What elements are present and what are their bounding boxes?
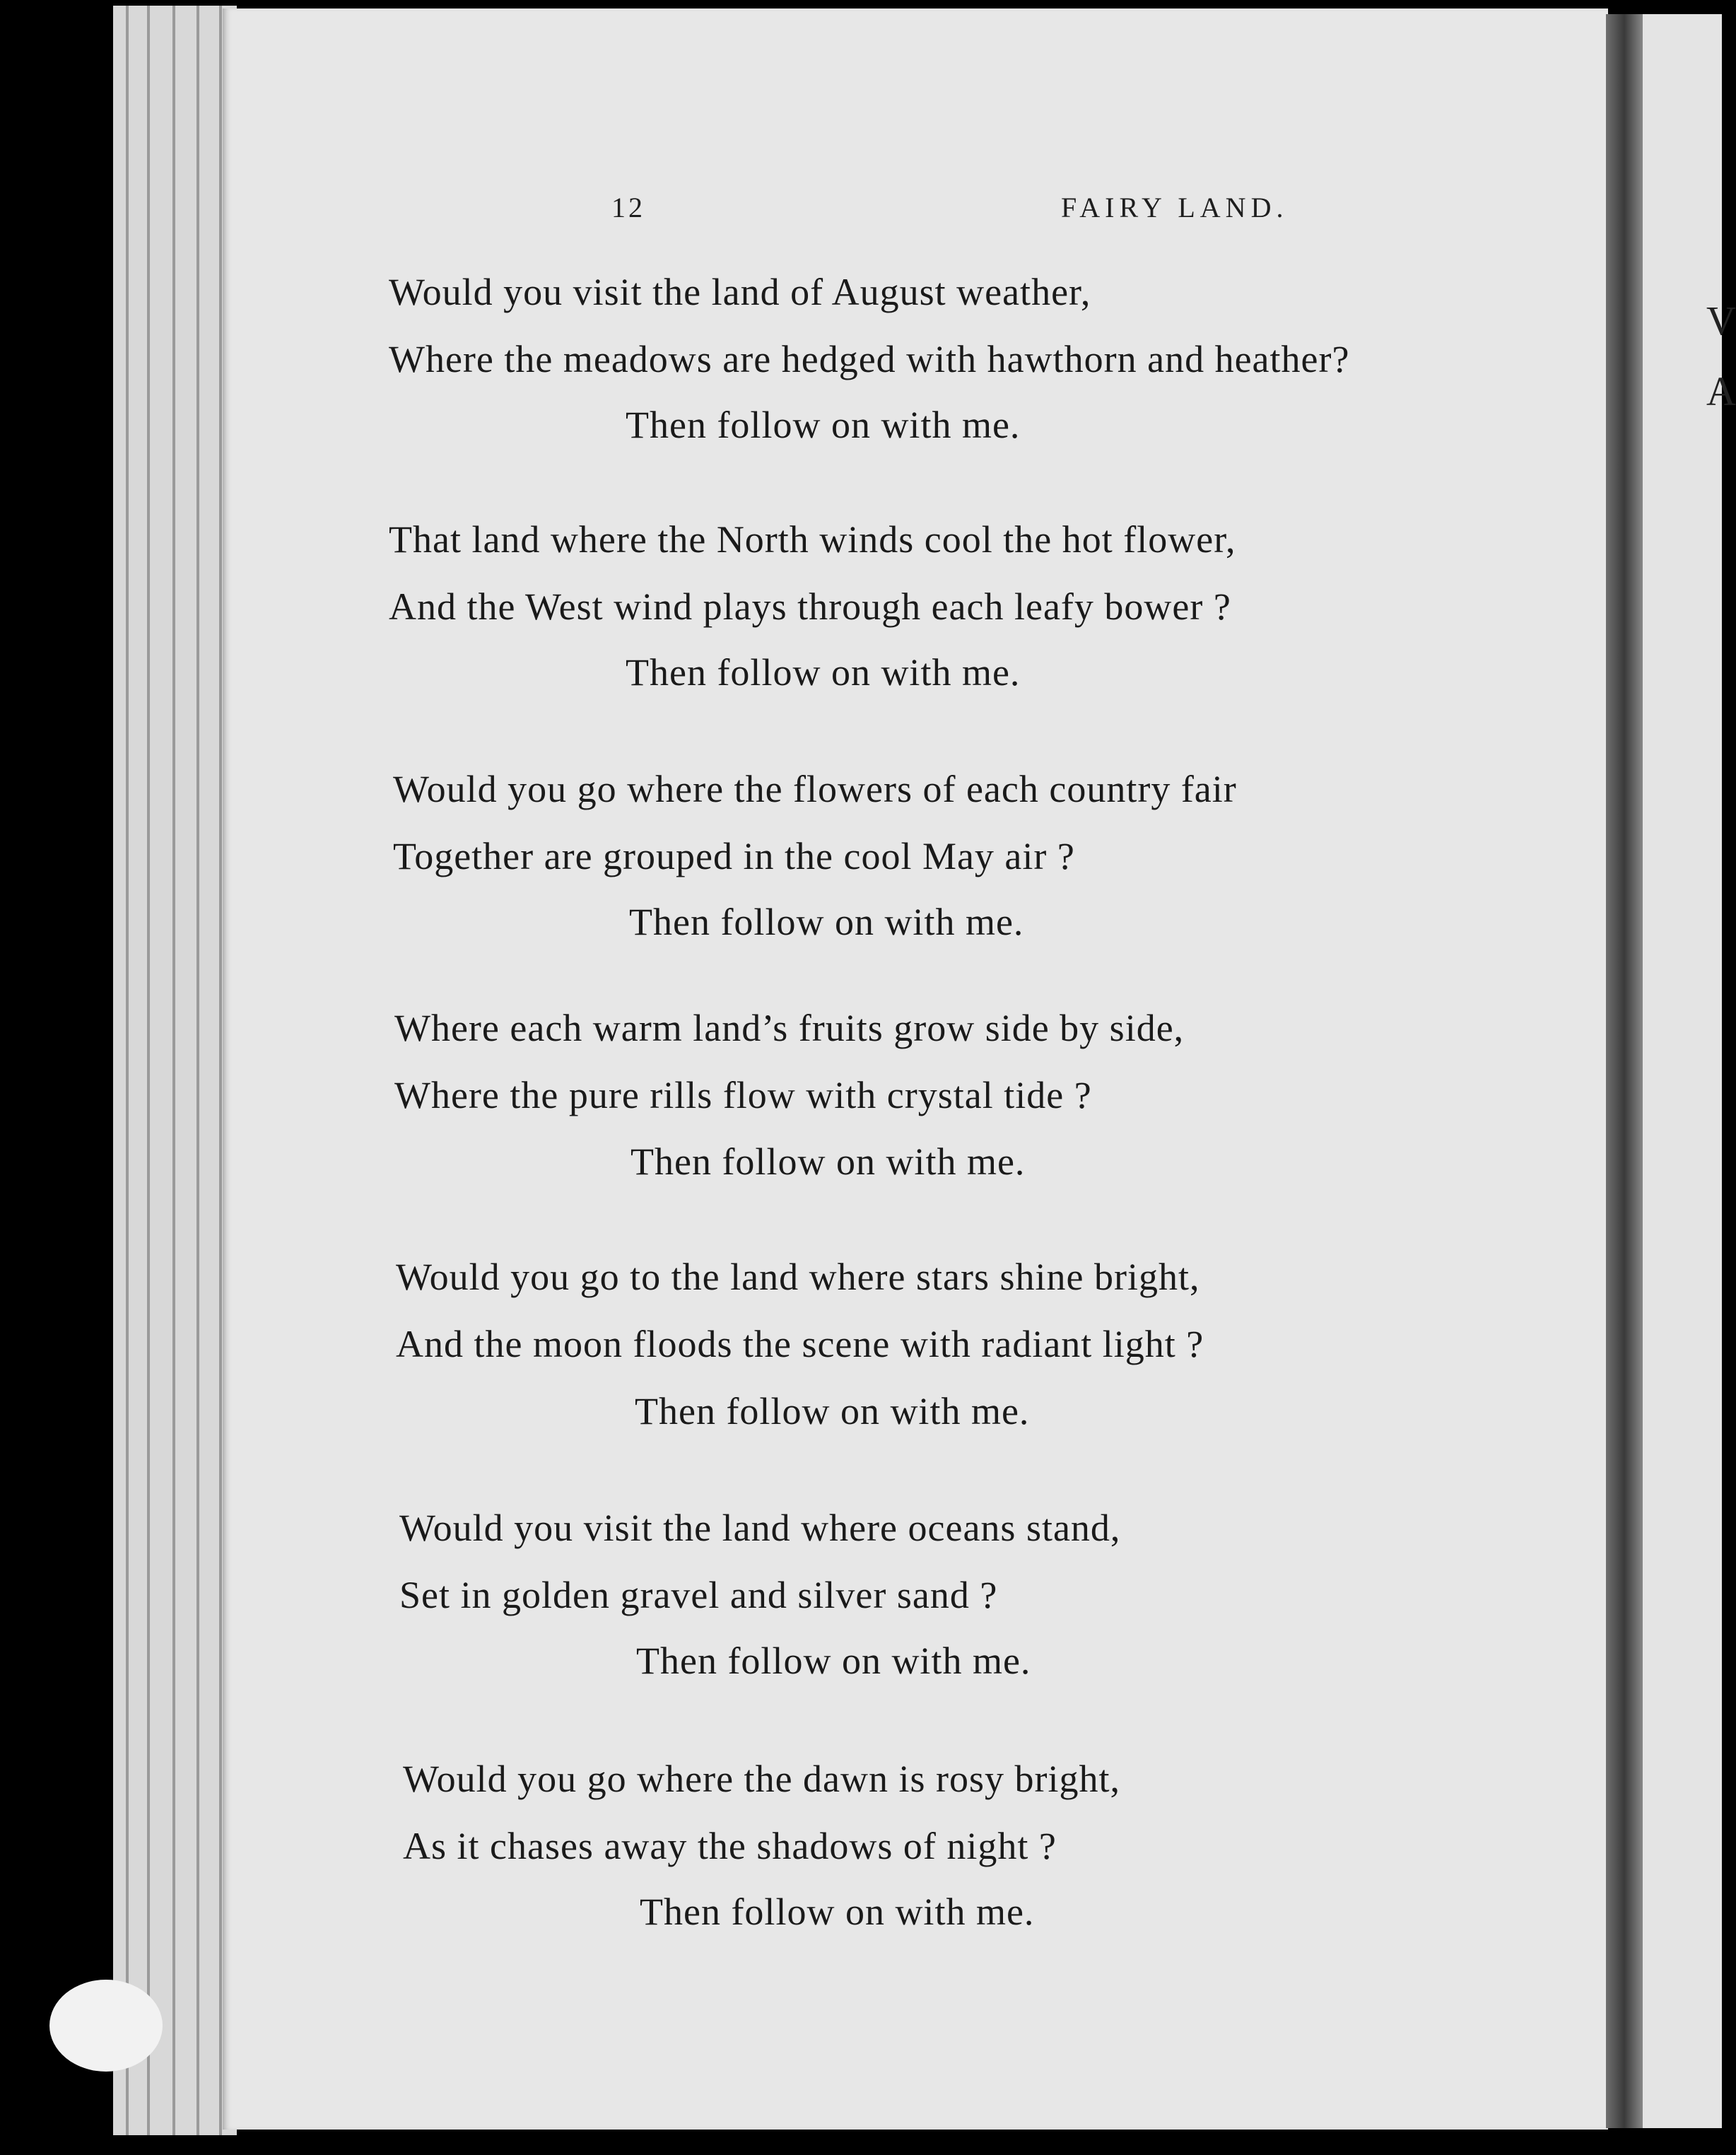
page-number: 12: [611, 192, 645, 223]
poem-line: Would you go where the dawn is rosy bright,: [403, 1758, 1120, 1800]
page-edges: [113, 6, 237, 2135]
page-edge-line: [172, 6, 175, 2135]
poem-line: Where each warm land’s fruits grow side by side,: [394, 1007, 1185, 1049]
paper-blot: [49, 1980, 163, 2072]
poem-refrain: Then follow on with me.: [636, 1640, 1031, 1682]
poem-line: Together are grouped in the cool May air ?: [393, 835, 1075, 877]
poem-line: Set in golden gravel and silver sand ?: [399, 1574, 998, 1616]
facing-page: [1643, 14, 1736, 2128]
poem-refrain: Then follow on with me.: [629, 901, 1024, 943]
page-edge-line: [219, 6, 222, 2135]
poem-line: As it chases away the shadows of night ?: [403, 1825, 1057, 1867]
poem-line: Would you go to the land where stars shine bright,: [396, 1256, 1200, 1298]
book-gutter: [1606, 14, 1643, 2128]
page-edge-line: [147, 6, 150, 2135]
poem-line: Would you go where the flowers of each country fair: [393, 768, 1237, 810]
poem-line: Would you visit the land where oceans stand,: [399, 1507, 1121, 1549]
page-edge-line: [126, 6, 129, 2135]
poem-line: Where the meadows are hedged with hawthorn and heather?: [389, 338, 1350, 380]
poem-refrain: Then follow on with me.: [635, 1390, 1030, 1432]
poem-refrain: Then follow on with me.: [640, 1891, 1035, 1933]
poem-refrain: Then follow on with me.: [626, 404, 1021, 446]
book-page: [223, 8, 1608, 2130]
poem-line: And the moon floods the scene with radiant light ?: [396, 1323, 1204, 1365]
poem-line: Would you visit the land of August weather,: [389, 271, 1091, 313]
facing-page-letter: V: [1706, 298, 1736, 344]
facing-page-letter: A: [1706, 368, 1736, 414]
poem-line: That land where the North winds cool the hot flower,: [389, 518, 1236, 561]
poem-line: And the West wind plays through each leafy bower ?: [389, 585, 1231, 628]
poem-line: Where the pure rills flow with crystal tide ?: [394, 1074, 1092, 1116]
header-title: FAIRY LAND.: [1061, 192, 1289, 223]
page-edge-line: [197, 6, 199, 2135]
poem-refrain: Then follow on with me.: [631, 1140, 1026, 1183]
poem-refrain: Then follow on with me.: [626, 651, 1021, 694]
